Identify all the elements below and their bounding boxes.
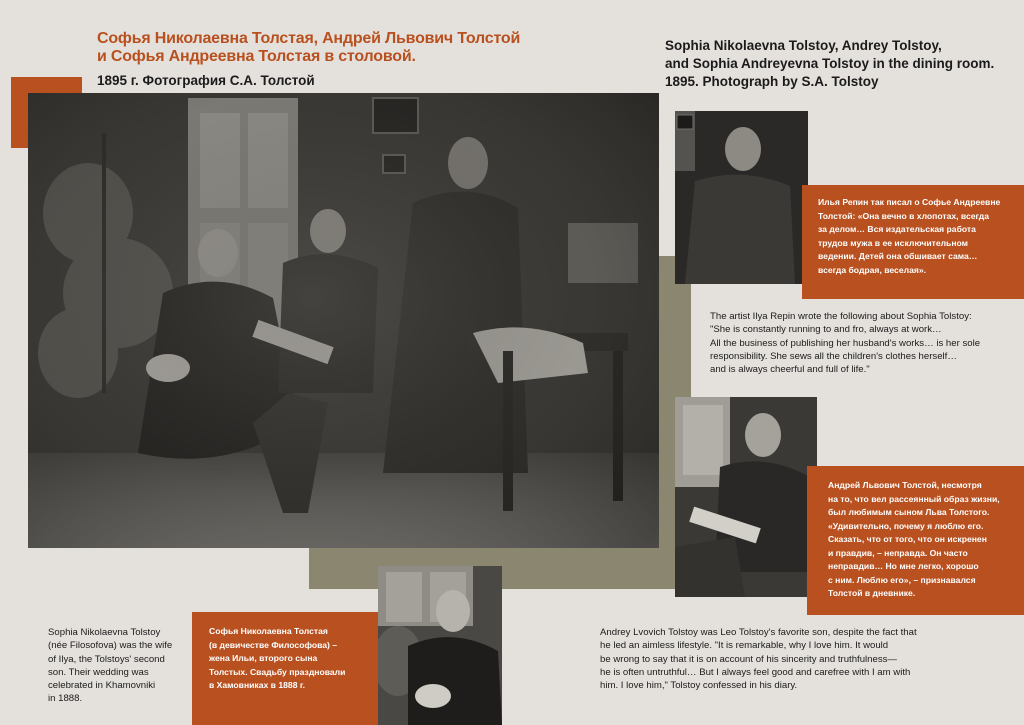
repin-quote-ru-line: всегда бодрая, веселая». <box>818 264 927 275</box>
repin-quote-en-line: The artist Ilya Repin wrote the following about Sophia Tolstoy: <box>710 311 972 322</box>
sophia-n-en-line: son. Their wedding was <box>48 666 149 678</box>
page-title-en <box>665 37 994 91</box>
andrey-quote-ru-line: на то, что вел рассеянный образ жизни, <box>828 493 1000 504</box>
repin-quote-en <box>710 310 980 376</box>
photo-crop-sophia-andreyevna <box>675 111 808 284</box>
andrey-quote-ru-line: с ним. Люблю его», – признавался <box>828 574 976 585</box>
andrey-quote-ru-line: неправдив… Но мне легко, хорошо <box>828 561 979 571</box>
title-ru-line: Софья Николаевна Толстая, Андрей Львович Толстой <box>97 30 521 47</box>
andrey-quote-en <box>600 626 917 692</box>
sophia-n-ru-line: в Хамовниках в 1888 г. <box>209 680 305 690</box>
andrey-quote-en-line: he led an aimless lifestyle. "It is remarkable, why I love him. It would <box>600 640 889 652</box>
sophia-n-en-line: of Ilya, the Tolstoys' second <box>48 653 165 665</box>
sophia-nikolaevna-photo-image <box>378 566 502 725</box>
title-en-line: 1895. Photograph by S.A. Tolstoy <box>665 74 879 89</box>
andrey-quote-ru-line: и правдив, – неправда. Он часто <box>828 547 968 558</box>
repin-quote-en-line: "She is constantly running to and fro, always at work… <box>710 324 942 336</box>
sophia-n-ru-line: (в девичестве Философова) – <box>209 639 338 650</box>
andrey-quote-en-line: be wrong to say that it is on account of his sincerity and truthfulness— <box>600 653 898 665</box>
title-ru-line: и Софья Андреевна Толстая в столовой. <box>97 48 416 65</box>
page-title-ru <box>97 30 520 66</box>
sophia-nikolaevna-note-en <box>48 626 172 706</box>
repin-quote-en-line: All the business of publishing her husband's works… is her sole <box>710 337 981 349</box>
sophia-n-ru-line: Толстых. Свадьбу праздновали <box>209 666 346 677</box>
sophia-andreyevna-photo-image <box>675 111 808 284</box>
repin-quote-box-ru <box>802 185 1024 299</box>
andrey-quote-en-line: he is often untruthful… But I always feel good and carefree with I am with <box>600 666 911 678</box>
sophia-n-en-line: Sophia Nikolaevna Tolstoy <box>48 627 161 638</box>
repin-quote-ru-line: Толстой: «Она вечно в хлопотах, всегда <box>818 210 990 221</box>
repin-quote-en-line: responsibility. She sews all the children's clothes herself… <box>710 350 957 362</box>
dining-room-photo-image <box>28 93 659 548</box>
repin-quote-ru-line: за делом… Вся издательская работа <box>818 224 976 234</box>
sophia-n-en-line: in 1888. <box>48 693 83 705</box>
repin-quote-ru-line: Илья Репин так писал о Софье Андреевне <box>818 197 1001 207</box>
andrey-quote-ru-line: «Удивительно, почему я люблю его. <box>828 520 984 531</box>
sophia-n-ru-line: Софья Николаевна Толстая <box>209 626 328 636</box>
andrey-quote-ru-line: был любимым сыном Льва Толстого. <box>828 507 990 517</box>
repin-quote-ru-line: трудов мужа в ее исключительном <box>818 237 969 248</box>
andrey-quote-ru-line: Толстой в дневнике. <box>828 588 916 598</box>
andrey-photo-image <box>675 397 817 597</box>
andrey-quote-en-line: him. I love him," Tolstoy confessed in his diary. <box>600 680 798 692</box>
photo-crop-sophia-nikolaevna <box>378 566 502 725</box>
repin-quote-en-line: and is always cheerful and full of life." <box>710 364 870 376</box>
andrey-quote-box-ru <box>807 466 1024 615</box>
photo-crop-andrey <box>675 397 817 597</box>
andrey-quote-en-line: Andrey Lvovich Tolstoy was Leo Tolstoy's favorite son, despite the fact that <box>600 627 917 638</box>
sophia-n-ru-line: жена Ильи, второго сына <box>209 653 318 663</box>
title-en-line: Sophia Nikolaevna Tolstoy, Andrey Tolstoy, <box>665 38 942 53</box>
sophia-nikolaevna-note-box-ru <box>192 612 384 725</box>
title-en-line: and Sophia Andreyevna Tolstoy in the dining room. <box>665 56 995 71</box>
andrey-quote-ru-line: Сказать, что от того, что он искренен <box>828 534 987 544</box>
photo-caption-ru: 1895 г. Фотография С.А. Толстой <box>97 73 315 88</box>
main-photograph <box>28 93 659 548</box>
repin-quote-ru-line: ведении. Детей она обшивает сама… <box>818 251 978 261</box>
sophia-n-en-line: (née Filosofova) was the wife <box>48 640 173 652</box>
sophia-n-en-line: celebrated in Khamovniki <box>48 680 156 692</box>
andrey-quote-ru-line: Андрей Львович Толстой, несмотря <box>828 480 982 490</box>
